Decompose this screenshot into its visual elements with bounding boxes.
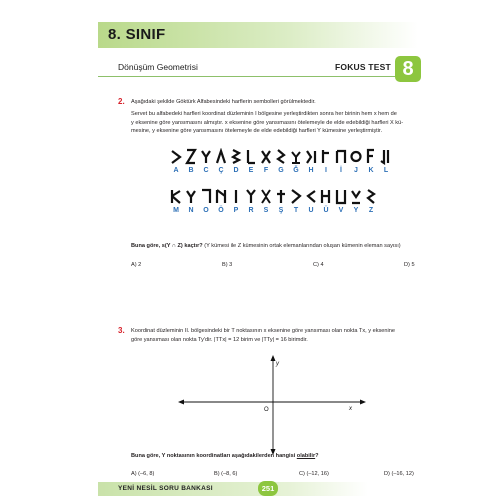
question-3-number: 3. <box>118 326 125 335</box>
y-axis-label: y <box>276 361 279 367</box>
latin-letter: N <box>188 207 194 214</box>
rune-symbol-icon <box>170 148 182 165</box>
latin-letter: G <box>278 167 284 174</box>
grade-title: 8. SINIF <box>108 26 166 43</box>
latin-letter: Ü <box>323 207 329 214</box>
latin-letter: E <box>248 167 254 174</box>
q2-option-a[interactable]: A) 2 <box>131 262 142 268</box>
rune-symbol-icon <box>320 148 332 165</box>
rune-symbol-icon <box>365 188 377 205</box>
latin-letter: R <box>248 207 254 214</box>
question-3-text-1: Koordinat düzleminin II. bölgesindeki bir T noktasının x eksenine göre yansıması olan nokta Tx, y eksenine <box>131 328 395 334</box>
rune-symbol-icon <box>290 188 302 205</box>
latin-letter: L <box>383 167 389 174</box>
x-axis-label: x <box>349 406 352 412</box>
gokturk-runes-row-2 <box>170 188 377 205</box>
gokturk-runes-row-1 <box>170 148 392 165</box>
q2-option-b[interactable]: B) 3 <box>222 262 233 268</box>
latin-letters-row-1 <box>170 167 392 174</box>
rune-symbol-icon <box>335 188 347 205</box>
latin-letter: A <box>173 167 179 174</box>
q3-option-a[interactable]: A) (–6, 8) <box>131 471 155 477</box>
question-2-prompt <box>131 242 401 251</box>
subject-title: Dönüşüm Geometrisi <box>118 62 198 72</box>
rune-symbol-icon <box>230 188 242 205</box>
latin-letters-row-2 <box>170 207 377 214</box>
rune-symbol-icon <box>185 148 197 165</box>
rune-symbol-icon <box>290 148 302 165</box>
latin-letter: M <box>173 207 179 214</box>
latin-letter: F <box>263 167 269 174</box>
rune-symbol-icon <box>275 148 287 165</box>
q3-option-c[interactable]: C) (–12, 16) <box>299 471 329 477</box>
latin-letter: O <box>203 207 209 214</box>
rune-symbol-icon <box>320 188 332 205</box>
q3-option-d[interactable]: D) (–16, 12) <box>384 471 414 477</box>
test-label: FOKUS TEST <box>335 62 391 72</box>
rune-symbol-icon <box>305 188 317 205</box>
question-3-prompt-end: ? <box>315 453 319 459</box>
latin-letter: Ğ <box>293 167 299 174</box>
rune-symbol-icon <box>350 188 362 205</box>
rune-symbol-icon <box>245 148 257 165</box>
rune-symbol-icon <box>170 188 182 205</box>
latin-letter: Ö <box>218 207 224 214</box>
rune-symbol-icon <box>215 188 227 205</box>
rune-symbol-icon <box>200 188 212 205</box>
question-2-prompt-bold: Buna göre, s(Y ∩ Z) kaçtır? <box>131 243 203 249</box>
page-number-badge: 251 <box>258 481 278 496</box>
rune-symbol-icon <box>260 148 272 165</box>
rune-symbol-icon <box>230 148 242 165</box>
origin-label: O <box>264 407 269 413</box>
latin-letter: V <box>338 207 344 214</box>
latin-letter: K <box>368 167 374 174</box>
question-2-body-3: mesine, y eksenine göre yansımasını ötelemeyle de elde edebildiği harfleri Y kümesine yerleştirmiştir. <box>131 128 383 135</box>
latin-letter: İ <box>340 167 342 174</box>
q2-option-c[interactable]: C) 4 <box>313 262 324 268</box>
rune-symbol-icon <box>245 188 257 205</box>
latin-letter: U <box>308 207 314 214</box>
rune-symbol-icon <box>305 148 317 165</box>
rune-symbol-icon <box>350 148 362 165</box>
latin-letter: H <box>308 167 314 174</box>
rune-symbol-icon <box>380 148 392 165</box>
y-axis-arrow-up-icon <box>271 355 276 361</box>
latin-letter: T <box>293 207 299 214</box>
header-divider <box>98 76 398 77</box>
latin-letter: P <box>233 207 239 214</box>
latin-letter: Ş <box>278 207 284 214</box>
latin-letter: C <box>203 167 209 174</box>
question-2-intro: Aşağıdaki şekilde Göktürk Alfabesindeki harflerin sembolleri görülmektedir. <box>131 99 316 105</box>
latin-letter: D <box>233 167 239 174</box>
question-3-prompt-bold: Buna göre, Y noktasının koordinatları aşağıdakilerden hangisi <box>131 453 297 459</box>
rune-symbol-icon <box>335 148 347 165</box>
rune-symbol-icon <box>215 148 227 165</box>
latin-letter: S <box>263 207 269 214</box>
question-3-prompt-underline: olabilir <box>296 453 316 459</box>
q3-option-b[interactable]: B) (–8, 6) <box>214 471 238 477</box>
question-2-number: 2. <box>118 97 125 106</box>
latin-letter: B <box>188 167 194 174</box>
latin-letter: Y <box>353 207 359 214</box>
latin-letter: Ç <box>218 167 224 174</box>
rune-symbol-icon <box>275 188 287 205</box>
coordinate-plane <box>178 355 368 455</box>
question-2-body-2: y eksenine göre yansımasını almıştır. x eksenine göre yansımasını ötelemeyle de elde edebildiği harfleri X kü- <box>131 119 404 126</box>
question-3-prompt <box>131 452 319 461</box>
latin-letter: J <box>354 167 358 174</box>
rune-symbol-icon <box>365 148 377 165</box>
question-3-text-2: göre yansıması olan nokta Ty'dir. |TTx| = 12 birim ve |TTy| = 16 birimdir. <box>131 336 308 343</box>
x-axis-arrow-right-icon <box>360 400 366 405</box>
question-2-prompt-note: (Y kümesi ile Z kümesinin ortak elemanlarından oluşan kümenin eleman sayısı) <box>202 243 401 249</box>
rune-symbol-icon <box>200 148 212 165</box>
rune-symbol-icon <box>185 188 197 205</box>
x-axis-arrow-left-icon <box>178 400 184 405</box>
footer-label: YENİ NESİL SORU BANKASI <box>118 485 213 492</box>
latin-letter: Z <box>368 207 374 214</box>
q2-option-d[interactable]: D) 5 <box>404 262 415 268</box>
latin-letter: I <box>325 167 327 174</box>
test-number-badge: 8 <box>395 56 421 82</box>
rune-symbol-icon <box>260 188 272 205</box>
question-2-body-1: Servet bu alfabedeki harfleri koordinat düzleminin I bölgesine yerleştirdikten sonra her birinin hem x hem de <box>131 111 397 117</box>
